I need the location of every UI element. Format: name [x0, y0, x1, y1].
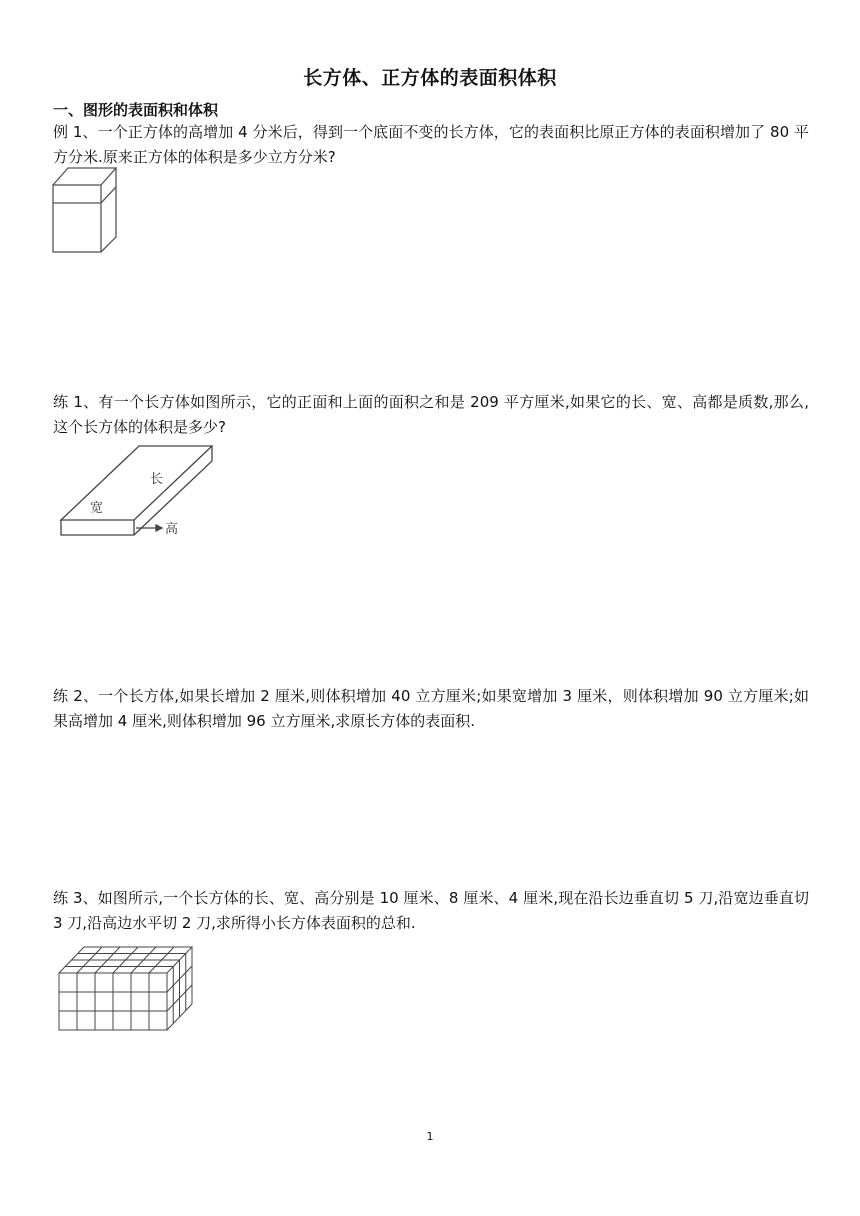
flat-cuboid-figure	[58, 440, 218, 540]
page-number: 1	[426, 1130, 434, 1143]
page-title: 长方体、正方体的表面积体积	[303, 67, 557, 89]
cut-cuboid-grid-figure	[56, 944, 198, 1034]
label-height: 高	[165, 522, 179, 537]
cube-extended-figure	[50, 165, 122, 255]
problem-example-1: 例 1、一个正方体的高增加 4 分米后，得到一个底面不变的长方体，它的表面积比原正方体的表面积增加了 80 平方分米.原来正方体的体积是多少立方分米?	[53, 123, 809, 166]
problem-practice-3: 练 3、如图所示,一个长方体的长、宽、高分别是 10 厘米、8 厘米、4 厘米,现在沿长边垂直切 5 刀,沿宽边垂直切 3 刀,沿高边水平切 2 刀,求所得小长方体表面积的总和.	[53, 889, 809, 932]
problem-practice-1: 练 1、有一个长方体如图所示，它的正面和上面的面积之和是 209 平方厘米,如果它的长、宽、高都是质数,那么,这个长方体的体积是多少?	[53, 393, 809, 436]
problem-practice-2: 练 2、一个长方体,如果长增加 2 厘米,则体积增加 40 立方厘米;如果宽增加 3 厘米，则体积增加 90 立方厘米;如果高增加 4 厘米,则体积增加 96 立方厘米,求原长方体的表面积.	[53, 687, 809, 730]
label-width: 宽	[90, 501, 104, 516]
section-heading: 一、图形的表面积和体积	[53, 101, 219, 119]
label-length: 长	[150, 472, 164, 487]
